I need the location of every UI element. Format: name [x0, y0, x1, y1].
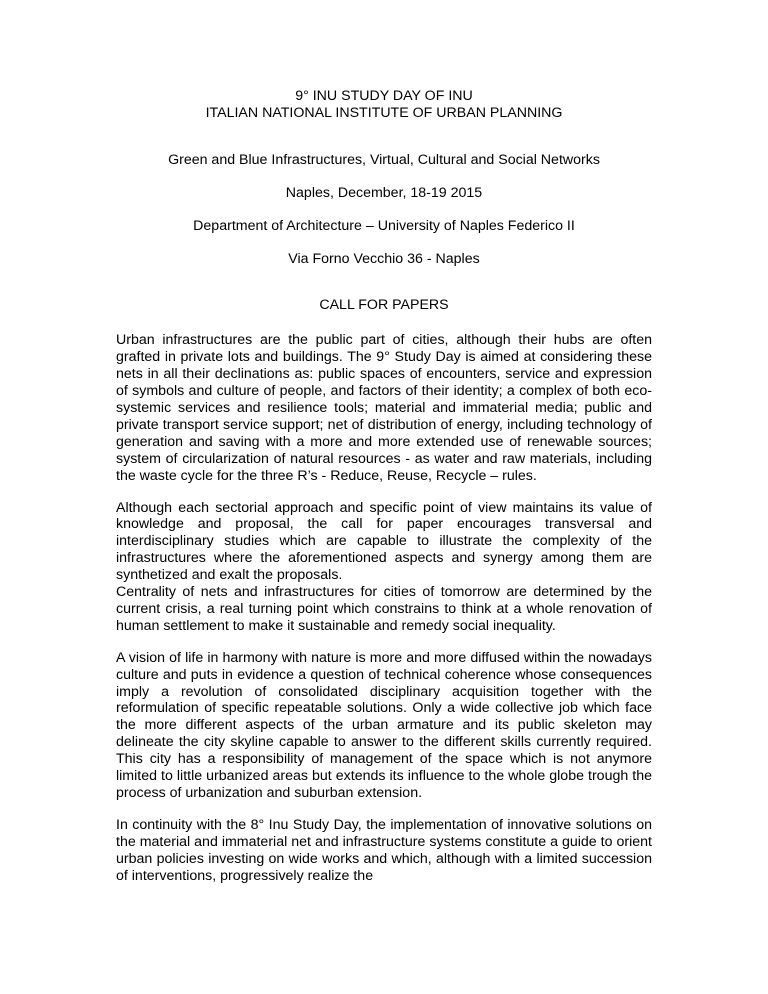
document-header: [116, 88, 652, 122]
paragraph: Although each sectorial approach and specific point of view maintains its value of knowledge and proposal, the call for paper encourages transversal and interdisciplinary studies which are capable to illustrate the complexity of the infrastructures where the aforementioned aspects and synergy among them are synthetized and exalt the proposals.: [116, 499, 652, 584]
event-date: Naples, December, 18-19 2015: [285, 184, 483, 201]
paragraph: In continuity with the 8° Inu Study Day, the implementation of innovative solutions on the material and immaterial net and infrastructure systems constitute a guide to orient urban policies investing on wide works and which, although with a limited succession of interventions, progressively realize the: [116, 816, 652, 884]
paragraph-block: [116, 817, 652, 885]
document-page: [116, 64, 652, 885]
study-day-title: 9° INU STUDY DAY OF INU: [295, 88, 473, 104]
paragraph: Centrality of nets and infrastructures for cities of tomorrow are determined by the current crisis, a real turning point which constrains to think at a whole renovation of human settlement to make it sustainable and remedy social inequality.: [116, 584, 652, 634]
paragraph-block: [116, 500, 652, 635]
institute-name: ITALIAN NATIONAL INSTITUTE OF URBAN PLANNING: [205, 104, 563, 121]
event-venue: Department of Architecture – University of Naples Federico II: [193, 217, 575, 234]
paragraph: Urban infrastructures are the public part of cities, although their hubs are often grafted in private lots and buildings. The 9° Study Day is aimed at considering these nets in all their declinations as: public spaces of encounters, service and expression of symbols and culture of people, and factors of their identity; a complex of both eco-systemic services and resilience tools; material and immaterial media; public and private transport service support; net of distribution of energy, including technology of generation and saving with a more and more extended use of renewable sources; system of circularization of natural resources - as water and raw materials, including the waste cycle for the three R’s - Reduce, Reuse, Recycle – rules.: [116, 332, 652, 484]
event-address: Via Forno Vecchio 36 - Naples: [288, 250, 480, 267]
paragraph: A vision of life in harmony with nature is more and more diffused within the nowadays culture and puts in evidence a question of technical coherence whose consequences imply a revolution of consolidated disciplinary acquisition together with the reformulation of specific repeatable solutions. Only a wide collective job which face the more different aspects of the urban armature and its public skeleton may delineate the city skyline capable to answer to the different skills currently required. This city has a responsibility of management of the space which is not anymore limited to little urbanized areas but extends its influence to the whole globe trough the process of urbanization and suburban extension.: [116, 649, 652, 801]
call-for-papers-title: CALL FOR PAPERS: [319, 297, 449, 314]
paragraph-block: [116, 650, 652, 802]
paragraph-block: [116, 332, 652, 484]
event-theme: Green and Blue Infrastructures, Virtual, Cultural and Social Networks: [168, 151, 600, 168]
